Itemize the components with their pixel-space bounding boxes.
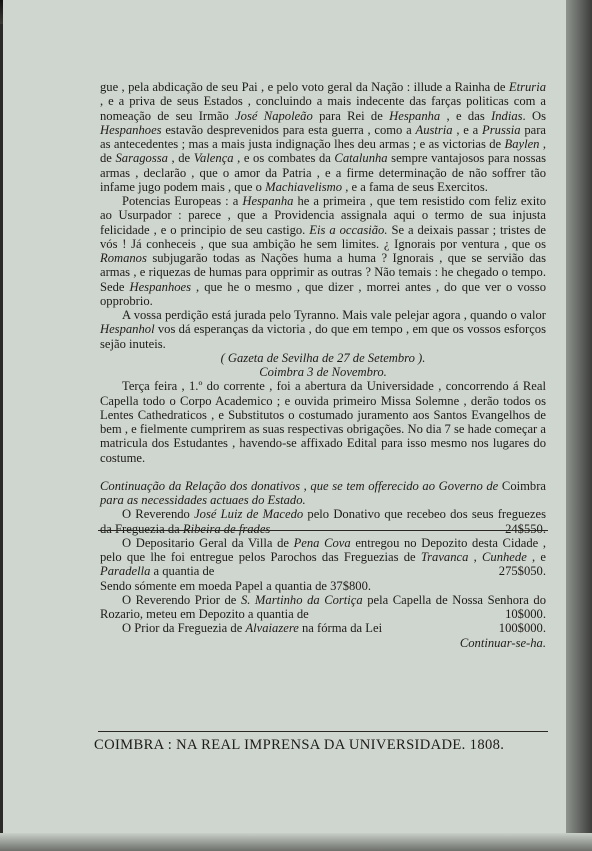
donation-entry: O Prior da Freguezia de Alvaiazere na fórma da Lei 100$000. bbox=[122, 621, 546, 636]
paragraph-perdicao: A vossa perdição está jurada pelo Tyranno. Mais vale pelejar agora , quando o valor Hespanhol vos dá esperanças da victoria , do que em tempo , em que os vossos esforços sejão inuteis. bbox=[100, 308, 546, 351]
donation-entry: O Reverendo Prior de S. Martinho da Cortiça pela Capella de Nossa Senhora do Rozario, meteu em Depozito a quantia de 10$000. bbox=[100, 592, 546, 621]
paragraph-abdicacao: gue , pela abdicação de seu Pai , e pelo voto geral da Nação : illude a Rainha de Etruria , e a priva de seus Estados , concluindo a mais indecente das farças politicas com a nomeação de seu Irmão José Napoleão para Rei de Hespanha , e das Indias. Os Hespanhoes estavão desprevenidos para esta guerra , como a Austria , e a Prussia para as antecedentes ; mas a mais justa indignação lhes deu armas ; e as victorias de Baylen , de Saragossa , de Valença , e os combates da Catalunha sempre vantajosos para nossas armas , declarão , que o amor da Patria , e a firme determinação de não soffrer tão infame jugo podem mais , que o Machiavelismo , e a fama de seus Exercitos. bbox=[100, 80, 547, 194]
donation-amount: 275$050. bbox=[498, 564, 546, 579]
continuar-note: Continuar-se-ha. bbox=[459, 635, 546, 650]
donation-entry: O Depositario Geral da Villa de Pena Cova entregou no Depozito desta Cidade , pelo que lhe foi entregue pelos Parochos das Freguezias de Travanca , Cunhede , e Paradella a quantia de 275$050. bbox=[100, 535, 546, 579]
donativos-heading: Continuação da Relação dos donativos , que se tem offerecido ao Governo de Coimbra para as necessidades actuaes do Estado. bbox=[100, 478, 546, 507]
paragraph-universidade: Terça feira , 1.º do corrente , foi a abertura da Universidade , concorrendo á Real Capella todo o Corpo Academico ; e ouvida primeiro Missa Solemne , derão todos os Lentes Cathedraticos , e Substitutos o costumado juramento aos Santos Evangelhos de bem , e fielmente cumprirem as suas respectivas obrigações. No dia 7 se hade começar a matricula dos Estudantes , havendo-se affixado Edital para isso mesmo nos lugares do costume. bbox=[100, 379, 546, 465]
section-divider bbox=[98, 530, 548, 531]
scan-edge-bottom bbox=[0, 833, 592, 851]
donation-amount: 100$000. bbox=[498, 621, 546, 636]
dateline-coimbra: Coimbra 3 de Novembro. bbox=[259, 365, 387, 379]
donation-amount: 10$000. bbox=[505, 607, 546, 621]
body-text bbox=[100, 80, 546, 650]
paragraph-potencias: Potencias Europeas : a Hespanha he a primeira , que tem resistido com feliz exito ao Usurpador : parece , que a Providencia assignala aqui o termo de sua injusta felicidade , e o principio de seu castigo. Eis a occasião. Se a deixais passar ; tristes de vós ! Já conheceis , que sua ambição he sem limites. ¿ Ignorais por ventura , que os Romanos subjugarão todas as Nações huma a huma ? Ignorais , que se servião das armas , e riquezas de humas para opprimir as outras ? Não temais : he chegado o tempo. Sede Hespanhoes , que he o mesmo , que dizer , morrei antes , do que ver o vosso opprobrio. bbox=[100, 194, 546, 308]
imprint-divider bbox=[98, 731, 548, 732]
gazeta-citation: ( Gazeta de Sevilha de 27 de Setembro ). bbox=[220, 350, 426, 365]
donation-note: Sendo sómente em moeda Papel a quantia de 37$800. bbox=[100, 578, 372, 593]
scan-edge-right bbox=[566, 0, 592, 851]
printer-imprint: COIMBRA : NA REAL IMPRENSA DA UNIVERSIDADE. 1808. bbox=[94, 737, 505, 753]
donation-entry: O Reverendo José Luiz de Macedo pelo Donativo que recebeo dos seus freguezes da Freguezia da Ribeira de frades 24$550. bbox=[100, 507, 546, 536]
donation-amount: 24$550. bbox=[505, 521, 546, 536]
